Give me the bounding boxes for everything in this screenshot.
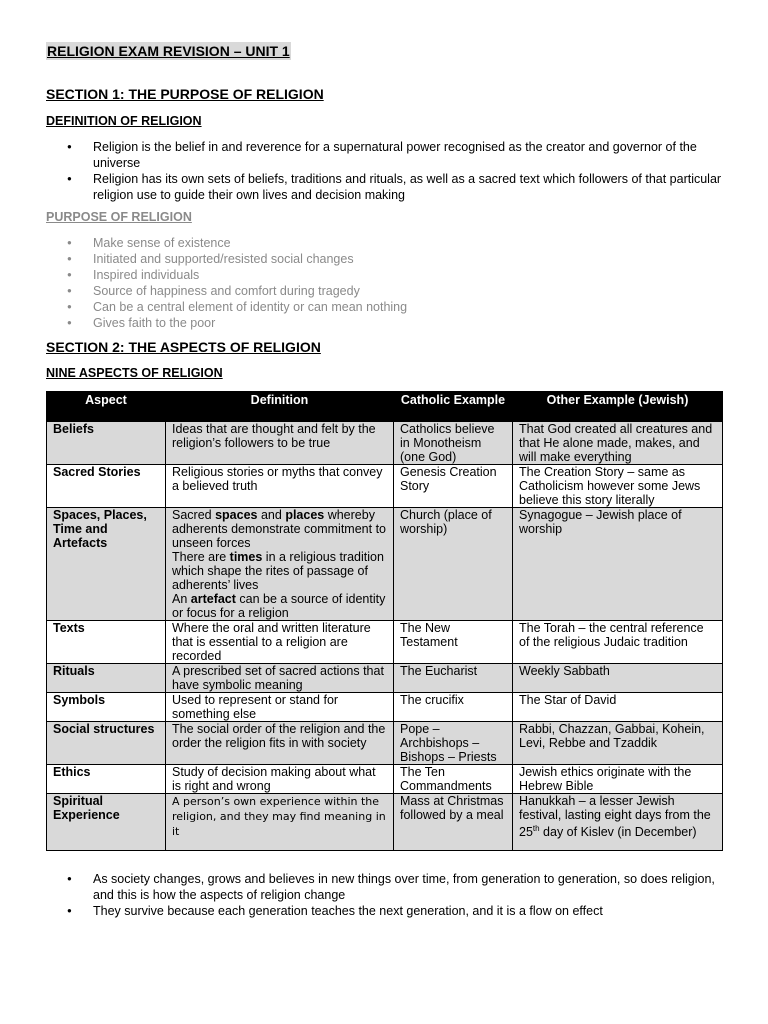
table-row xyxy=(47,465,723,508)
jewish-cell: Hanukkah – a lesser Jewish festival, lasting eight days from the 25th day of Kislev (in December) xyxy=(513,794,723,851)
aspect-cell: Rituals xyxy=(47,664,166,693)
section1-heading: SECTION 1: THE PURPOSE OF RELIGION xyxy=(46,86,324,102)
table-row xyxy=(47,794,723,851)
aspect-cell: Social structures xyxy=(47,722,166,765)
purpose-item: ● Make sense of existence xyxy=(46,235,726,251)
catholic-cell: The crucifix xyxy=(394,693,513,722)
nine-aspects-heading: NINE ASPECTS OF RELIGION xyxy=(46,366,223,380)
definition-cell: Where the oral and written literature that is essential to a religion are recorded xyxy=(166,621,394,664)
catholic-cell: Church (place of worship) xyxy=(394,508,513,621)
definition-text: Ideas that are thought and felt by the religion’s followers to be true xyxy=(172,422,376,450)
catholic-cell: The New Testament xyxy=(394,621,513,664)
jewish-cell: Synagogue – Jewish place of worship xyxy=(513,508,723,621)
jewish-cell: The Star of David xyxy=(513,693,723,722)
closing-item: ● As society changes, grows and believes in new things over time, from generation to generation, so does religion, and this is how the aspects of religion change xyxy=(46,871,726,903)
purpose-item: ● Gives faith to the poor xyxy=(46,315,726,331)
catholic-cell: Pope – Archbishops – Bishops – Priests xyxy=(394,722,513,765)
header-catholic-example: Catholic Example xyxy=(394,392,513,422)
header-definition: Definition xyxy=(166,392,394,422)
jewish-cell: That God created all creatures and that He alone made, makes, and will make everything xyxy=(513,422,723,465)
header-other-example: Other Example (Jewish) xyxy=(513,392,723,422)
definition-cell: Used to represent or stand for something else xyxy=(166,693,394,722)
aspect-cell: Texts xyxy=(47,621,166,664)
definition-cell: Study of decision making about what is right and wrong xyxy=(166,765,394,794)
definition-list xyxy=(46,139,726,203)
table-row xyxy=(47,508,723,621)
section2-heading: SECTION 2: THE ASPECTS OF RELIGION xyxy=(46,339,321,355)
catholic-cell: The Eucharist xyxy=(394,664,513,693)
jewish-cell: Weekly Sabbath xyxy=(513,664,723,693)
definition-cell xyxy=(166,508,394,621)
jewish-cell: Jewish ethics originate with the Hebrew Bible xyxy=(513,765,723,794)
definition-item: ● Religion is the belief in and reverence for a supernatural power recognised as the creator and governor of the universe xyxy=(46,139,726,171)
definition-artefact: An artefact can be a source of identity or focus for a religion xyxy=(172,592,386,620)
purpose-item: ● Inspired individuals xyxy=(46,267,726,283)
purpose-list xyxy=(46,235,726,331)
catholic-cell: Catholics believe in Monotheism (one God) xyxy=(394,422,513,465)
definition-cell xyxy=(166,422,394,465)
purpose-heading: PURPOSE OF RELIGION xyxy=(46,210,192,224)
catholic-cell: Genesis Creation Story xyxy=(394,465,513,508)
definition-cell: The social order of the religion and the order the religion fits in with society xyxy=(166,722,394,765)
table-row xyxy=(47,722,723,765)
aspect-cell: Ethics xyxy=(47,765,166,794)
table-header-row xyxy=(47,392,723,422)
aspect-cell: Beliefs xyxy=(47,422,166,465)
table-row xyxy=(47,664,723,693)
closing-item: ● They survive because each generation teaches the next generation, and it is a flow on effect xyxy=(46,903,726,919)
aspects-table xyxy=(46,391,723,851)
aspect-cell: Spiritual Experience xyxy=(47,794,166,851)
definition-times: There are times in a religious tradition which shape the rites of passage of adherents’ lives xyxy=(172,550,384,592)
header-aspect: Aspect xyxy=(47,392,166,422)
definition-cell xyxy=(166,794,394,851)
catholic-cell: The Ten Commandments xyxy=(394,765,513,794)
purpose-item: ● Initiated and supported/resisted social changes xyxy=(46,251,726,267)
definition-item: ● Religion has its own sets of beliefs, traditions and rituals, as well as a sacred text which followers of that particular religion use to guide their own lives and decision making xyxy=(46,171,726,203)
aspect-cell: Sacred Stories xyxy=(47,465,166,508)
definition-spaces-places: Sacred spaces and places whereby adherents demonstrate commitment to unseen forces xyxy=(172,508,386,550)
definition-cell: Religious stories or myths that convey a believed truth xyxy=(166,465,394,508)
definition-text: A person’s own experience within the religion, and they may find meaning in it xyxy=(172,795,386,838)
definition-cell: A prescribed set of sacred actions that have symbolic meaning xyxy=(166,664,394,693)
purpose-item: ● Can be a central element of identity or can mean nothing xyxy=(46,299,726,315)
aspect-cell: Symbols xyxy=(47,693,166,722)
closing-list xyxy=(46,871,726,919)
table-row xyxy=(47,422,723,465)
aspect-cell: Spaces, Places, Time and Artefacts xyxy=(47,508,166,621)
jewish-cell: The Creation Story – same as Catholicism however some Jews believe this story literally xyxy=(513,465,723,508)
catholic-cell: Mass at Christmas followed by a meal xyxy=(394,794,513,851)
table-row xyxy=(47,621,723,664)
jewish-cell: The Torah – the central reference of the religious Judaic tradition xyxy=(513,621,723,664)
table-row xyxy=(47,693,723,722)
jewish-cell: Rabbi, Chazzan, Gabbai, Kohein, Levi, Rebbe and Tzaddik xyxy=(513,722,723,765)
purpose-item: ● Source of happiness and comfort during tragedy xyxy=(46,283,726,299)
table-row xyxy=(47,765,723,794)
definition-heading: DEFINITION OF RELIGION xyxy=(46,114,202,128)
page-title: RELIGION EXAM REVISION – UNIT 1 xyxy=(47,43,290,59)
